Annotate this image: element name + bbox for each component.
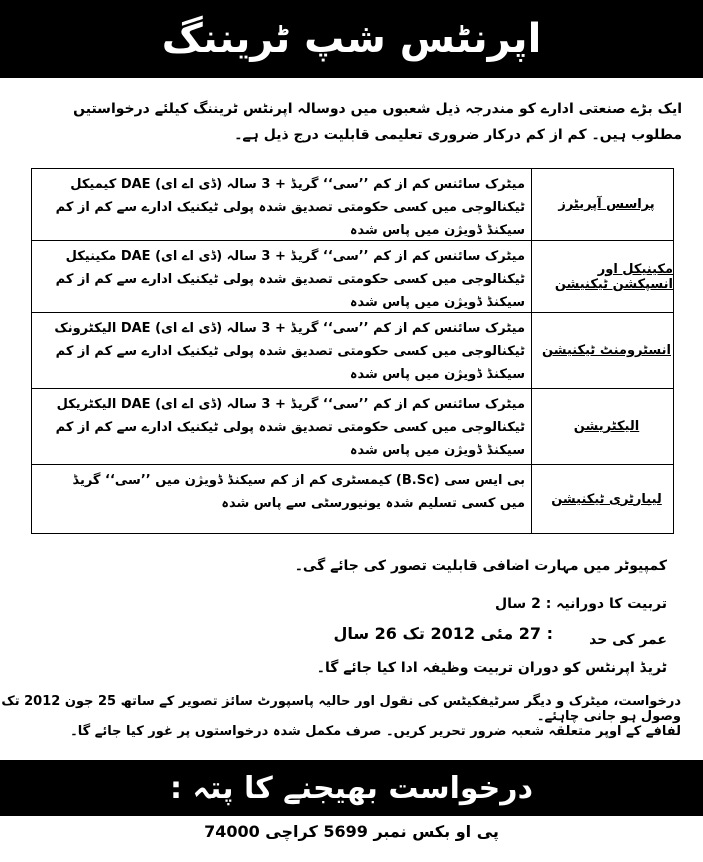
header-banner	[0, 0, 703, 78]
position-title: انسٹرومنٹ ٹیکنیشن	[542, 343, 671, 358]
intro-text: ایک بڑے صنعتی ادارے کو مندرجہ ذیل شعبوں میں دوسالہ اپرنٹس ٹریننگ کیلئے درخواستیں مطلوب ہیں۔ کم از کم درکار ضروری تعلیمی قابلیت درج ذیل ہے۔	[73, 101, 682, 143]
age-value: : 27 مئی 2012 تک 26 سال	[333, 624, 553, 643]
application-note: درخواست، میٹرک و دیگر سرٹیفکیٹس کی نقول اور حالیہ پاسپورٹ سائز تصویر کے ساتھ 25 جون 2012 تک وصول ہو جانی چاہئے۔	[1, 694, 681, 724]
duration-note: تربیت کا دورانیہ : 2 سال	[495, 596, 667, 612]
page-title: اپرنٹس شپ ٹریننگ	[161, 16, 542, 62]
positions-table	[31, 168, 674, 534]
postal-address: پی او بکس نمبر 5699 کراچی 74000	[204, 822, 499, 841]
table-row	[32, 169, 673, 241]
age-label: عمر کی حد	[589, 632, 667, 648]
table-row	[32, 241, 673, 313]
envelope-note: لفافے کے اوپر متعلقہ شعبہ ضرور تحریر کریں۔ صرف مکمل شدہ درخواستوں پر غور کیا جائے گا۔	[70, 724, 681, 739]
address-heading: درخواست بھیجنے کا پتہ :	[170, 770, 533, 806]
footer-banner	[0, 760, 703, 816]
computer-note: کمپیوٹر میں مہارت اضافی قابلیت تصور کی جائے گی۔	[294, 558, 667, 574]
stipend-note: ٹریڈ اپرنٹس کو دوران تربیت وظیفہ ادا کیا جائے گا۔	[316, 660, 667, 676]
position-requirement: میٹرک سائنس کم از کم ’’سی‘‘ گریڈ + 3 سالہ (ڈی اے ای) DAE مکینیکل ٹیکنالوجی میں کسی حکومتی تصدیق شدہ پولی ٹیکنیک ادارے سے کم از کم سیکنڈ ڈویژن میں پاس شدہ	[38, 241, 532, 312]
position-requirement: بی ایس سی (B.Sc) کیمسٹری کم از کم سیکنڈ ڈویژن میں ’’سی‘‘ گریڈ میں کسی تسلیم شدہ یونیورسٹی سے پاس شدہ	[38, 465, 532, 533]
position-title: لیبارٹری ٹیکنیشن	[551, 491, 662, 507]
position-title: مکینیکل اور انسپکشن ٹیکنیشن	[554, 261, 673, 292]
position-title: الیکٹریشن	[573, 419, 640, 434]
position-title: پراسس آپریٹرز	[558, 197, 655, 212]
table-row	[32, 313, 673, 389]
position-requirement: میٹرک سائنس کم از کم ’’سی‘‘ گریڈ + 3 سالہ (ڈی اے ای) DAE کیمیکل ٹیکنالوجی میں کسی حکومتی تصدیق شدہ پولی ٹیکنیک ادارے سے کم از کم سیکنڈ ڈویژن میں پاس شدہ	[38, 169, 532, 240]
table-row	[32, 465, 673, 533]
table-row	[32, 389, 673, 465]
position-requirement: میٹرک سائنس کم از کم ’’سی‘‘ گریڈ + 3 سالہ (ڈی اے ای) DAE الیکٹریکل ٹیکنالوجی میں کسی حکومتی تصدیق شدہ پولی ٹیکنیک ادارے سے کم از کم سیکنڈ ڈویژن میں پاس شدہ	[38, 389, 532, 464]
position-requirement: میٹرک سائنس کم از کم ’’سی‘‘ گریڈ + 3 سالہ (ڈی اے ای) DAE الیکٹرونک ٹیکنالوجی میں کسی حکومتی تصدیق شدہ پولی ٹیکنیک ادارے سے کم از کم سیکنڈ ڈویژن میں پاس شدہ	[38, 313, 532, 388]
